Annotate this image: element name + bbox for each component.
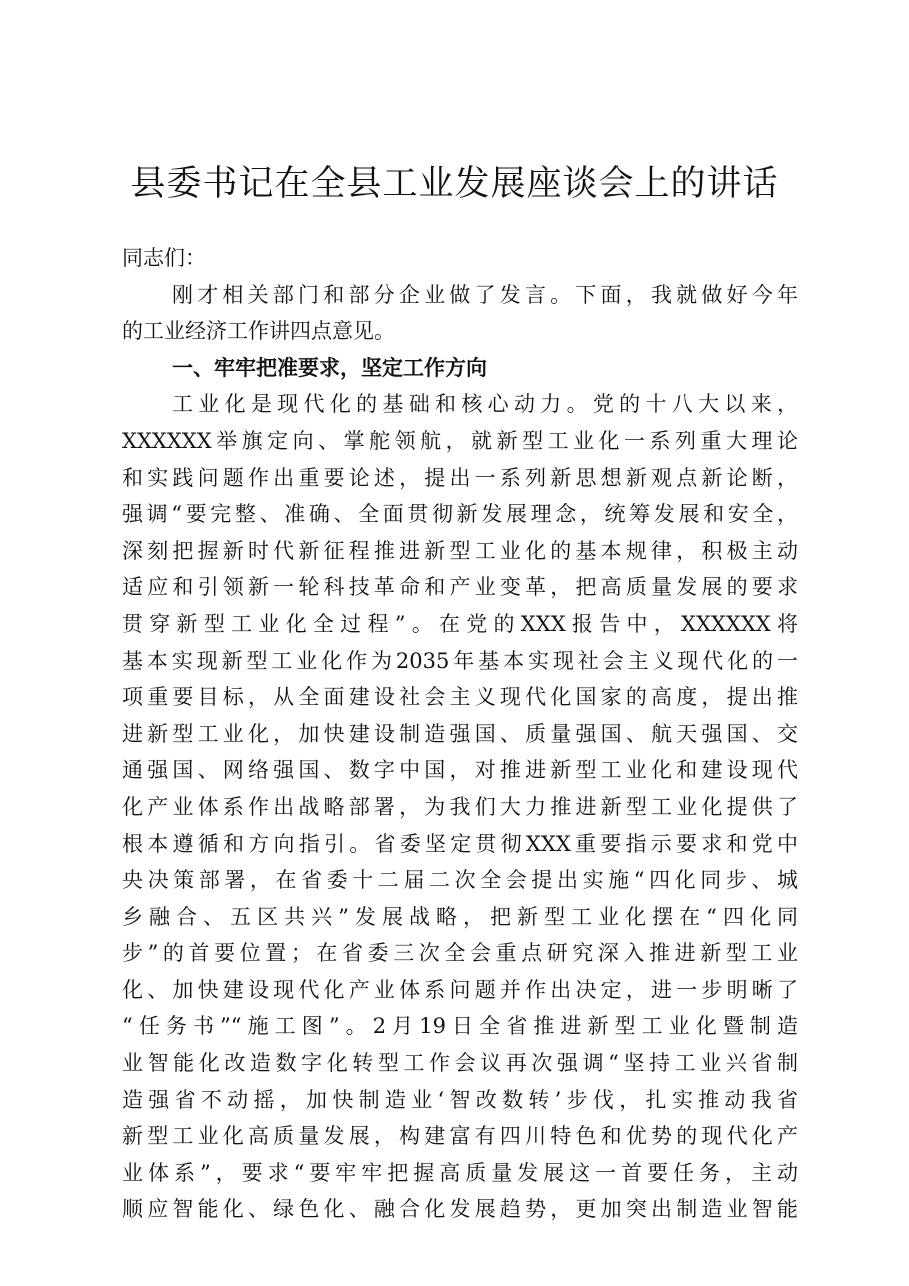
paragraph-line: 新型工业化高质量发展，构建富有四川特色和优势的现代化产 (122, 1124, 798, 1149)
paragraph-line: 深刻把握新时代新征程推进新型工业化的基本规律，积极主动 (122, 538, 798, 563)
paragraph-line: 化产业体系作出战略部署，为我们大力推进新型工业化提供了 (122, 794, 798, 819)
paragraph-line: 顺应智能化、绿色化、融合化发展趋势，更加突出制造业智能 (122, 1197, 798, 1222)
paragraph-line: 通强国、网络强国、数字中国，对推进新型工业化和建设现代 (122, 758, 798, 783)
paragraph-line: 根本遵循和方向指引。省委坚定贯彻XXX重要指示要求和党中 (122, 831, 798, 856)
paragraph-line: 贯穿新型工业化全过程”。在党的XXX报告中，XXXXXX将 (122, 611, 798, 636)
paragraph-line: 项重要目标，从全面建设社会主义现代化国家的高度，提出推 (122, 685, 798, 710)
paragraph-line: 央决策部署，在省委十二届二次全会提出实施“四化同步、城 (122, 868, 798, 893)
document-body (122, 240, 798, 1228)
paragraph-line: 适应和引领新一轮科技革命和产业变革，把高质量发展的要求 (122, 575, 798, 600)
paragraph-line: “任务书”“施工图”。2月19日全省推进新型工业化暨制造 (122, 1014, 798, 1039)
paragraph-line: 强调“要完整、准确、全面贯彻新发展理念，统筹发展和安全， (122, 502, 798, 527)
paragraph-line: 进新型工业化，加快建设制造强国、质量强国、航天强国、交 (122, 721, 798, 746)
paragraph-line: 业智能化改造数字化转型工作会议再次强调“坚持工业兴省制 (122, 1051, 798, 1076)
paragraph-line: 和实践问题作出重要论述，提出一系列新思想新观点新论断， (122, 465, 798, 490)
paragraph-line: XXXXXX举旗定向、掌舵领航，就新型工业化一系列重大理论 (122, 428, 798, 453)
document-title: 县委书记在全县工业发展座谈会上的讲话 (130, 164, 779, 204)
intro-line-2: 的工业经济工作讲四点意见。 (122, 319, 395, 344)
paragraph-line: 工业化是现代化的基础和核心动力。党的十八大以来， (172, 392, 798, 417)
paragraph-line: 业体系”，要求“要牢牢把握高质量发展这一首要任务，主动 (122, 1160, 798, 1185)
paragraph-line: 步”的首要位置；在省委三次全会重点研究深入推进新型工业 (122, 941, 798, 966)
paragraph-line: 造强省不动摇，加快制造业‘智改数转’步伐，扎实推动我省 (122, 1087, 798, 1112)
paragraph-line: 基本实现新型工业化作为2035年基本实现社会主义现代化的一 (122, 648, 798, 673)
intro-line-1: 刚才相关部门和部分企业做了发言。下面，我就做好今年 (172, 282, 798, 307)
paragraph-line: 化、加快建设现代化产业体系问题并作出决定，进一步明晰了 (122, 977, 798, 1002)
salutation: 同志们： (122, 246, 206, 270)
section-1-heading: 一、牢牢把准要求，坚定工作方向 (172, 355, 487, 380)
paragraph-line: 乡融合、五区共兴”发展战略，把新型工业化摆在“四化同 (122, 904, 798, 929)
